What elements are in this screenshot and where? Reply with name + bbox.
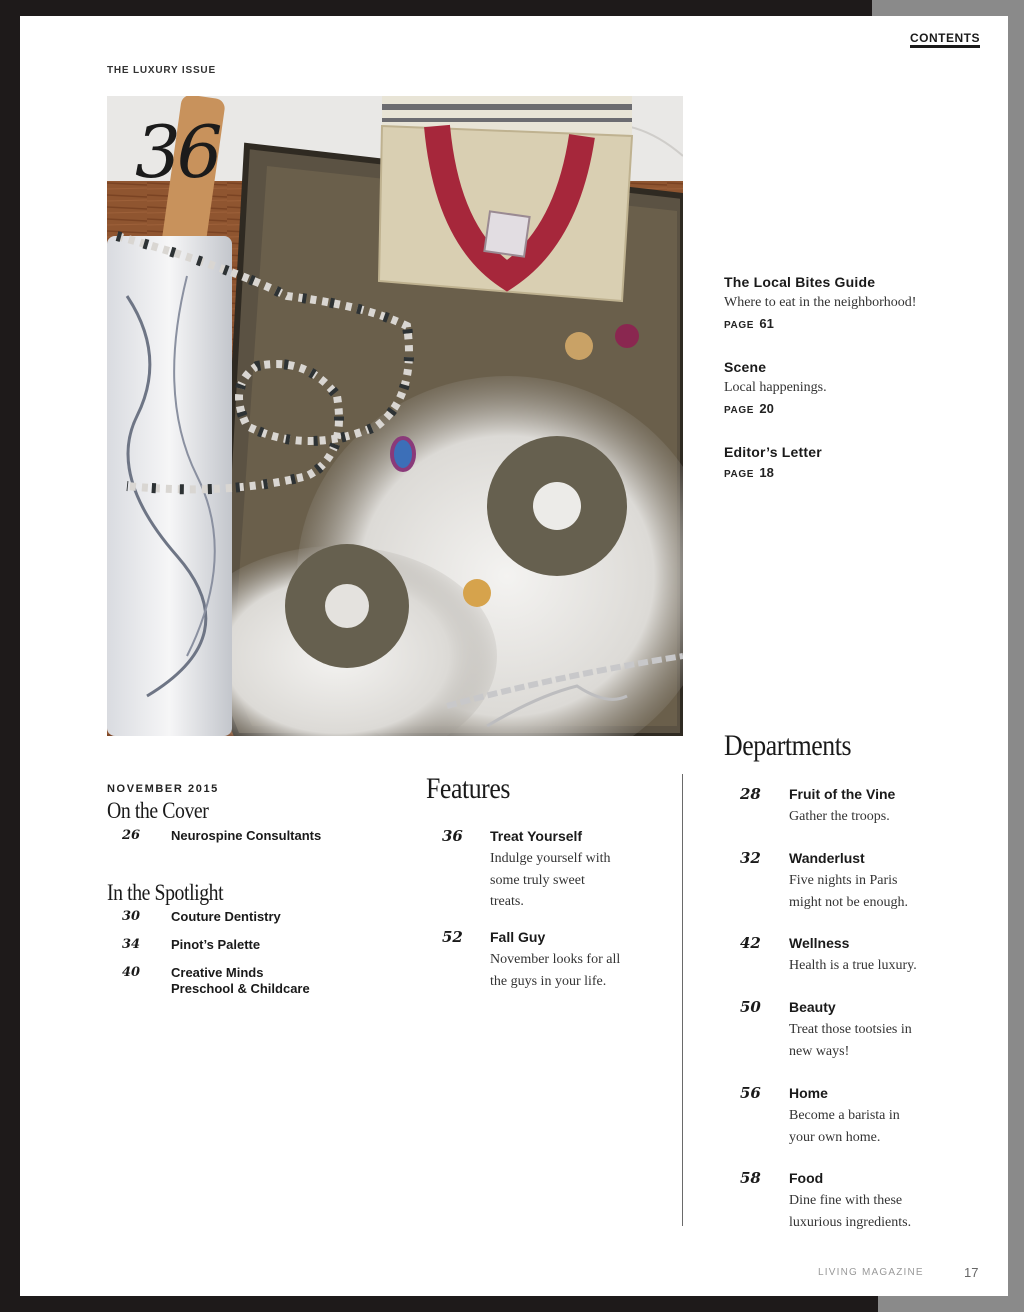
- cover-item-number: 26: [122, 828, 141, 843]
- teaser-title: Editor’s Letter: [724, 444, 822, 460]
- department-description: Treat those tootsies in new ways!: [789, 1022, 912, 1059]
- spotlight-item-title[interactable]: Pinot’s Palette: [171, 937, 261, 952]
- teaser-description: Where to eat in the neighborhood!: [724, 295, 917, 310]
- feature-title[interactable]: Treat Yourself: [490, 828, 583, 844]
- spotlight-item-number: 30: [122, 909, 141, 924]
- page-edge-strip: [878, 1296, 1024, 1312]
- department-description: Become a barista in your own home.: [789, 1108, 900, 1145]
- feature-photo[interactable]: [107, 96, 683, 736]
- department-number: 32: [740, 849, 761, 867]
- feature-description: November looks for all the guys in your life.: [490, 952, 621, 989]
- department-description: Dine fine with these luxurious ingredients.: [789, 1193, 912, 1230]
- department-description: Gather the troops.: [789, 809, 890, 824]
- column-divider: [682, 774, 683, 1226]
- departments-heading: Departments: [724, 729, 852, 762]
- department-number: 56: [740, 1084, 761, 1102]
- teaser-title: The Local Bites Guide: [724, 274, 876, 290]
- magazine-page: [20, 16, 1008, 1296]
- spotlight-item-number: 34: [122, 937, 141, 952]
- contents-label: CONTENTS: [910, 31, 980, 48]
- cover-item-title[interactable]: Neurospine Consultants: [171, 828, 322, 843]
- department-title[interactable]: Food: [789, 1170, 824, 1186]
- on-the-cover-heading: On the Cover: [107, 798, 209, 823]
- feature-number: 52: [442, 928, 463, 946]
- feature-number: 36: [442, 827, 463, 845]
- teaser-editors-letter[interactable]: [724, 444, 994, 480]
- department-number: 28: [740, 785, 761, 803]
- features-heading: Features: [426, 772, 510, 805]
- issue-month: NOVEMBER 2015: [107, 783, 219, 795]
- feature-title[interactable]: Fall Guy: [490, 929, 546, 945]
- teaser-page: PAGE 18: [724, 465, 774, 480]
- footer-magazine-name: LIVING MAGAZINE: [818, 1267, 924, 1278]
- in-the-spotlight-heading: In the Spotlight: [107, 880, 224, 905]
- teaser-scene[interactable]: [724, 359, 994, 416]
- feature-description: Indulge yourself with some truly sweet treats.: [490, 851, 611, 909]
- spotlight-item-title-line2[interactable]: Preschool & Childcare: [171, 981, 310, 996]
- page-edge-strip: [1008, 0, 1024, 1312]
- department-number: 58: [740, 1169, 761, 1187]
- department-description: Health is a true luxury.: [789, 958, 917, 973]
- department-description: Five nights in Paris might not be enough.: [789, 873, 908, 910]
- department-title[interactable]: Wellness: [789, 935, 850, 951]
- spotlight-item-number: 40: [122, 965, 141, 980]
- teaser-page: PAGE 61: [724, 316, 774, 331]
- issue-label: THE LUXURY ISSUE: [107, 65, 216, 76]
- teaser-title: Scene: [724, 359, 767, 375]
- department-title[interactable]: Wanderlust: [789, 850, 865, 866]
- department-title[interactable]: Beauty: [789, 999, 836, 1015]
- teaser-page: PAGE 20: [724, 401, 774, 416]
- spotlight-item-title[interactable]: Creative Minds: [171, 965, 264, 980]
- teaser-local-bites[interactable]: [724, 274, 994, 331]
- photo-page-number: 36: [135, 110, 219, 194]
- footer-page-number: 17: [964, 1265, 979, 1280]
- department-title[interactable]: Fruit of the Vine: [789, 786, 896, 802]
- department-title[interactable]: Home: [789, 1085, 828, 1101]
- teaser-description: Local happenings.: [724, 380, 827, 395]
- department-number: 50: [740, 998, 761, 1016]
- department-number: 42: [740, 934, 761, 952]
- page-edge-strip: [872, 0, 1024, 16]
- spotlight-item-title[interactable]: Couture Dentistry: [171, 909, 281, 924]
